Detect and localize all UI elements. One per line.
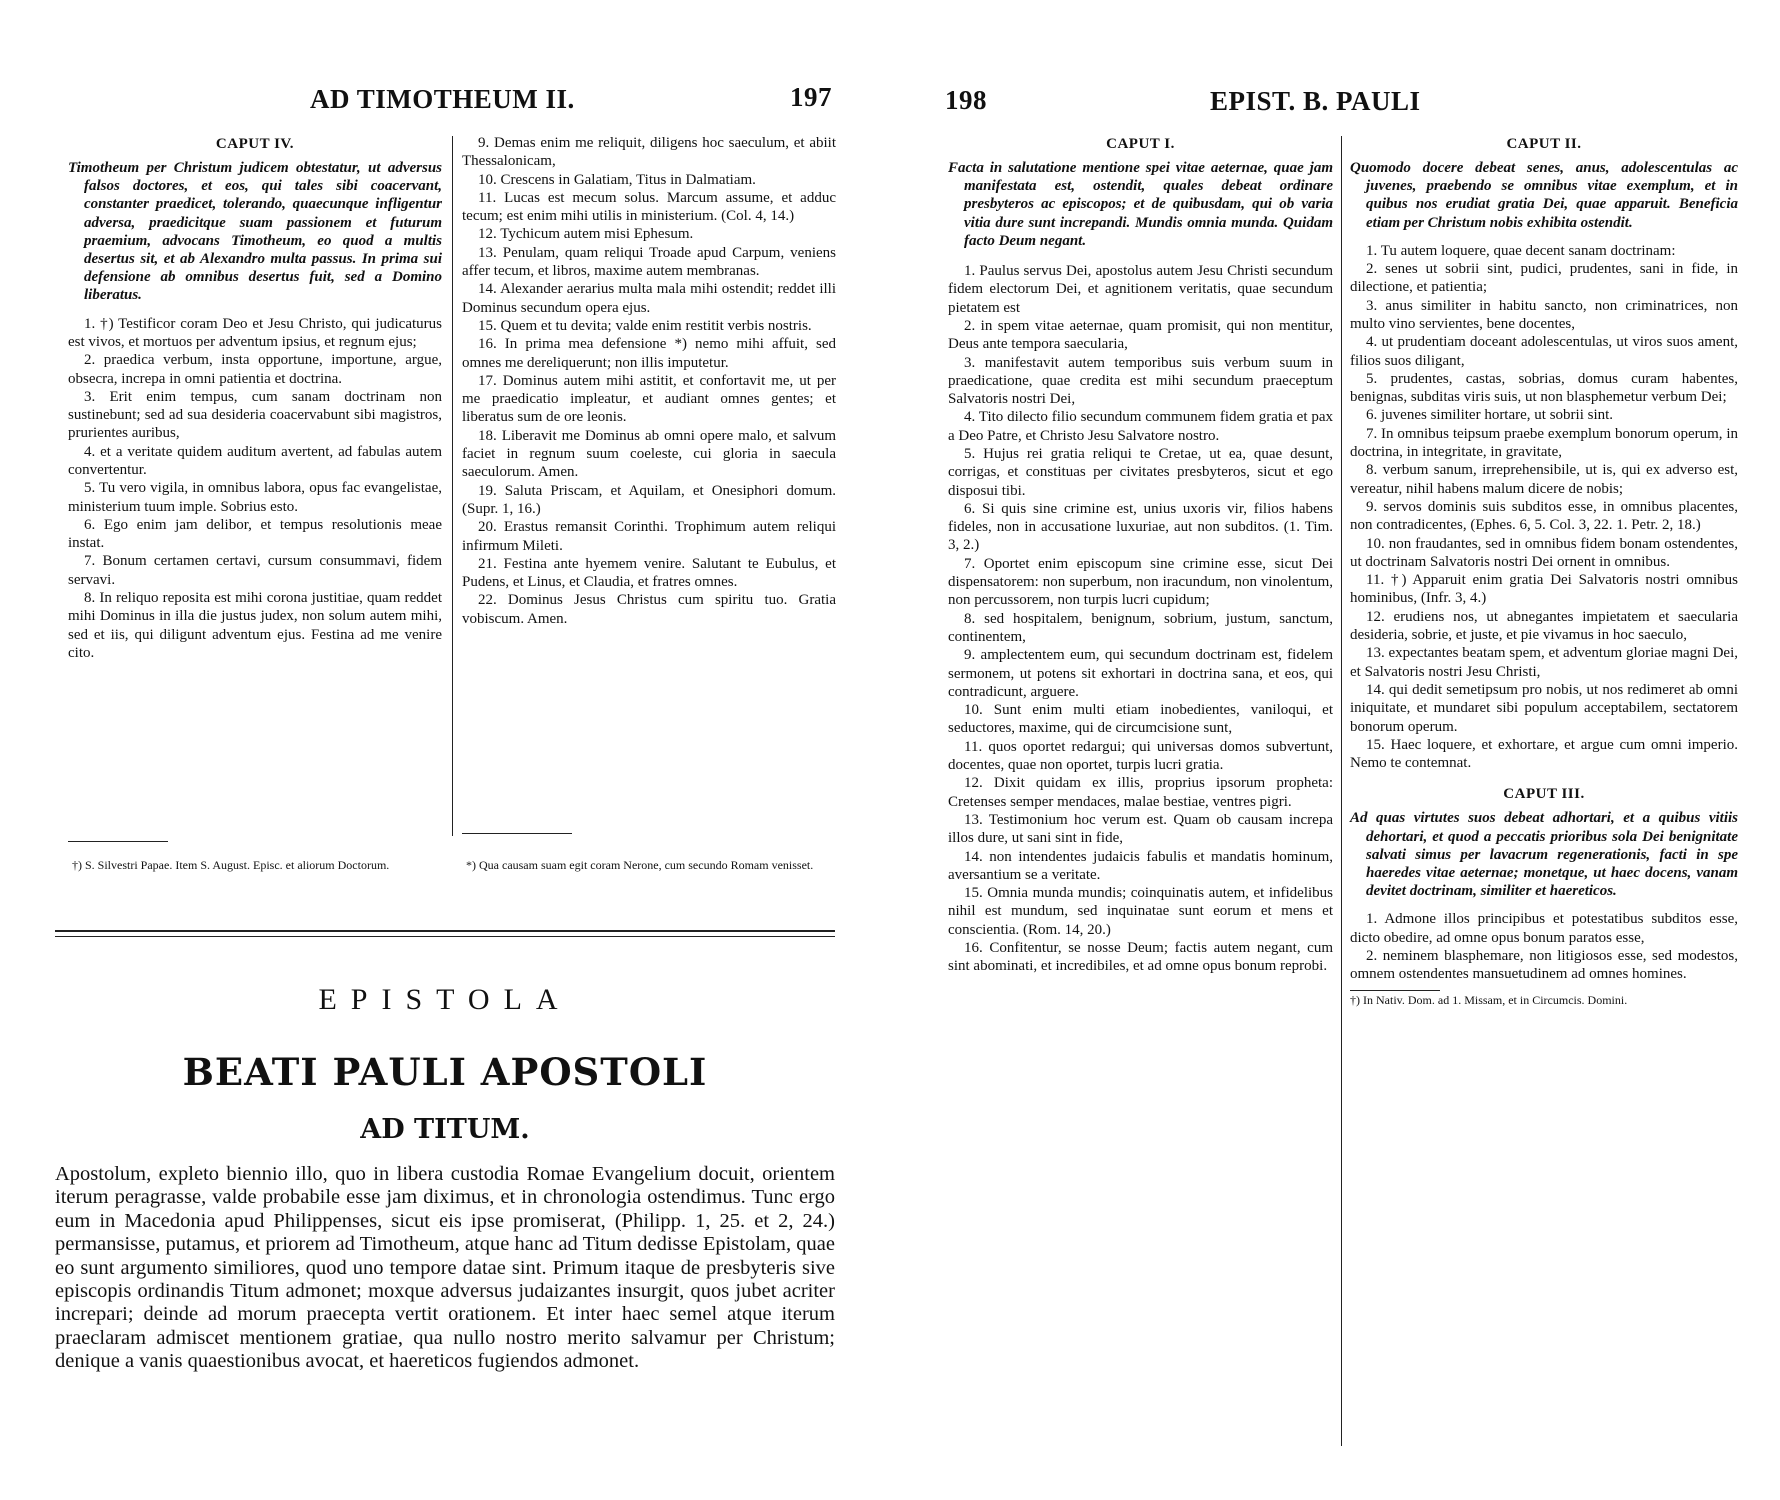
verse: 11. Lucas est mecum solus. Marcum assume, et adduc tecum; est enim mihi utilis in ministerium. (Col. 4, 14.) xyxy=(462,189,836,225)
left-footnote-2: *) Qua causam suam egit coram Nerone, cum secundo Romam venisset. xyxy=(466,858,814,872)
verse: 15. Omnia munda mundis; coinquinatis autem, et infidelibus nihil est mundum, sed inquinatae sunt eorum et mens et conscientia. (Rom. 14, 20.) xyxy=(948,885,1333,938)
verse: 14. non intendentes judaicis fabulis et mandatis hominum, aversantium se a veritate. xyxy=(948,848,1333,883)
intro-text: Apostolum, expleto biennio illo, quo in libera custodia Romae Evangelium docuit, orientem iterum peragrasse, valde probabile esse jam diximus, et in chronologia ostendimus. Tunc ergo eum in Macedonia apud Philippenses, sicut eis ipse promiserat, (Philipp. 1, 25. et 2, 24.) permansisse, putamus, et priorem ad Timotheum, atque hanc ad Titum dedisse Epistolam, quae eo sunt argumento similiores, quod uno tempore datae sint. Primum itaque de presbyteris sive episcopis ordinandis Titum admonet; moxque adversus judaizantes insurgit, quos jubet acriter increpari; deinde ad morum praecepta vertit orationem. Et inter haec semel atque iterum praeclaram admiscet mentionem gratiae, qua nullo nostro merito salvamur per Christum; denique a vanis quaestionibus avocat, et haereticos fugiendos admonet. xyxy=(55,1163,835,1373)
ad-titum-title: AD TITUM. xyxy=(360,1114,530,1145)
right-footnote-rule xyxy=(1350,990,1440,991)
verse: 2. praedica verbum, insta opportune, importune, argue, obsecra, increpa in omni patientia et doctrina. xyxy=(68,352,442,387)
verse: 8. In reliquo reposita est mihi corona justitiae, quam reddet mihi Dominus in illa die justus judex, non solum autem mihi, sed et iis, qui diligunt adventum ejus. Festina ad me venire cito. xyxy=(68,590,442,661)
verse: 21. Festina ante hyemem venire. Salutant te Eubulus, et Pudens, et Linus, et Claudia, et fratres omnes. xyxy=(462,555,836,591)
verse: 2. in spem vitae aeternae, quam promisit, qui non mentitur, Deus ante tempora saecularia, xyxy=(948,317,1333,353)
verse: 1. †) Testificor coram Deo et Jesu Christo, qui judicaturus est vivos, et mortuos per adventum ipsius, et regnum ejus; xyxy=(68,315,442,350)
right-column-1 xyxy=(948,136,1333,976)
verse: 4. ut prudentiam doceant adolescentulas, ut viros suos ament, filios suos diligant, xyxy=(1350,334,1738,369)
intro-paragraph xyxy=(55,1163,835,1374)
verse: 9. amplectentem eum, qui secundum doctrinam est, fidelem sermonem, ut potens sit exhortari in doctrina sana, et eos, qui contradicunt, arguere. xyxy=(948,647,1333,700)
caput-iii-heading: CAPUT III. xyxy=(1503,786,1585,803)
caput-ii-heading: CAPUT II. xyxy=(1506,136,1582,152)
left-footnote-rule-1 xyxy=(68,841,168,842)
verse: 8. verbum sanum, irreprehensibile, ut is, qui ex adverso est, vereatur, nihil habens malum dicere de nobis; xyxy=(1350,462,1738,497)
verse: 5. Hujus rei gratia reliqui te Cretae, ut ea, quae desunt, corrigas, et constituas per civitates presbyteros, sicut et ego disposui tibi. xyxy=(948,445,1333,499)
verse: 18. Liberavit me Dominus ab omni opere malo, et salvum faciet in regnum suum coeleste, cui gloria in saecula saeculorum. Amen. xyxy=(462,427,836,481)
title-rule-top xyxy=(55,930,835,932)
verse: 9. servos dominis suis subditos esse, in omnibus placentes, non contradicentes, (Ephes. 6, 5. Col. 3, 22. 1. Petr. 2, 18.) xyxy=(1350,498,1738,534)
verse: 7. Oportet enim episcopum sine crimine esse, sicut Dei dispensatorem: non superbum, non iracundum, non vinolentum, non percussorem, non turpis lucri cupidum; xyxy=(948,555,1333,609)
verse: 4. Tito dilecto filio secundum communem fidem gratia et pax a Deo Patre, et Christo Jesu Salvatore nostro. xyxy=(948,409,1333,444)
verse: 19. Saluta Priscam, et Aquilam, et Onesiphori domum. (Supr. 1, 16.) xyxy=(462,482,836,517)
verse: 15. Quem et tu devita; valde enim restitit verbis nostris. xyxy=(478,317,812,334)
verse: 2. senes ut sobrii sint, pudici, prudentes, sani in fide, in dilectione, et patientia; xyxy=(1350,261,1738,296)
verse: 10. Crescens in Galatiam, Titus in Dalmatiam. xyxy=(478,171,756,188)
left-footnote-1: †) S. Silvestri Papae. Item S. August. Episc. et aliorum Doctorum. xyxy=(72,858,390,872)
caput-iv-summary: Timotheum per Christum judicem obtestatur, ut adversus falsos doctores, et eos, qui tales sibi coacervant, constanter praedicet, tolerando, quaecunque infligentur adversa, praedicitque suam passionem et futurum praemium, advocans Timotheum, eo quod a multis desertus sit, et ab Alexandro multa passus. In prima sui defensione ab omnibus desertus fuit, sed a Domino liberatus. xyxy=(68,160,442,304)
verse: 13. expectantes beatam spem, et adventum gloriae magni Dei, et Salvatoris nostri Jesu Christi, xyxy=(1350,645,1738,680)
verse: 15. Haec loquere, et exhortare, et argue cum omni imperio. Nemo te contemnat. xyxy=(1350,736,1738,772)
caput-iv-heading: CAPUT IV. xyxy=(215,136,295,152)
verse: 12. Dixit quidam ex illis, proprius ipsorum propheta: Cretenses semper mendaces, malae bestiae, ventres pigri. xyxy=(948,775,1333,810)
left-running-head: AD TIMOTHEUM II. xyxy=(310,84,575,114)
right-column-rule xyxy=(1341,136,1342,1446)
verse: 3. manifestavit autem temporibus suis verbum suum in praedicatione, quae credita est mihi secundum praeceptum Salvatoris nostri Dei, xyxy=(948,354,1333,408)
caput-i-summary: Facta in salutatione mentione spei vitae aeternae, quae jam manifestata est, ostendit, quales debeat ordinare presbyteros ac episcopos; et de quibusdam, qui ob varia vitia dure sunt increpandi. Mundis omnia munda. Quidam facto Deum negant. xyxy=(948,160,1333,249)
verse: 6. Si quis sine crimine est, unius uxoris vir, filios habens fideles, non in accusatione luxuriae, aut non subditos. (1. Tim. 3, 2.) xyxy=(948,500,1333,554)
verse: 6. Ego enim jam delibor, et tempus resolutionis meae instat. xyxy=(68,516,442,552)
verse: 5. Tu vero vigila, in omnibus labora, opus fac evangelistae, ministerium tuum imple. Sobrius esto. xyxy=(68,480,442,515)
verse: 12. erudiens nos, ut abnegantes impietatem et saecularia desideria, sobrie, et juste, et pie vivamus in hoc saeculo, xyxy=(1350,608,1738,644)
verse: 11. †) Apparuit enim gratia Dei Salvatoris nostri omnibus hominibus, (Infr. 3, 4.) xyxy=(1350,572,1738,607)
verse: 14. Alexander aerarius multa mala mihi ostendit; reddet illi Dominus secundum opera ejus. xyxy=(462,281,836,316)
left-footnote-rule-2 xyxy=(462,833,572,834)
verse: 11. quos oportet redargui; qui universas domos subvertunt, docentes, quae non oportet, turpis lucri gratia. xyxy=(948,738,1333,774)
verse: 16. Confitentur, se nosse Deum; factis autem negant, cum sint abominati, et incredibiles, et ad omne opus bonum reprobi. xyxy=(948,940,1333,975)
caput-iii-summary: Ad quas virtutes suos debeat adhortari, et a quibus vitiis dehortari, et quod a peccatis prioribus sola Dei benignitate salvati simus per lavacrum regenerationis, facti in spe haeredes vitae aeternae; monetque, ut haec docens, vanam devitet doctrinam, similiter et haereticos. xyxy=(1350,810,1738,900)
verse: 1. Admone illos principibus et potestatibus subditos esse, dicto obedire, ad omne opus bonum paratos esse, xyxy=(1350,911,1738,946)
left-column-2 xyxy=(462,134,836,628)
verse: 16. In prima mea defensione *) nemo mihi affuit, sed omnes me dereliquerunt; non illis imputetur. xyxy=(462,336,836,371)
caput-iv-verses-a xyxy=(68,315,442,663)
right-page-number: 198 xyxy=(945,85,987,115)
verse: 17. Dominus autem mihi astitit, et confortavit me, ut per me praedicatio impleatur, et audiant omnes gentes; et liberatus sum de ore leonis. xyxy=(462,372,836,426)
right-running-head: EPIST. B. PAULI xyxy=(1210,86,1421,116)
verse: 3. anus similiter in habitu sancto, non criminatrices, non multo vino servientes, bene docentes, xyxy=(1350,297,1738,332)
verse: 14. qui dedit semetipsum pro nobis, ut nos redimeret ab omni iniquitate, et mundaret sibi populum acceptabilem, sectatorem bonorum operum. xyxy=(1350,681,1738,735)
verse: 13. Penulam, quam reliqui Troade apud Carpum, veniens affer tecum, et libros, maxime autem membranas. xyxy=(462,244,836,280)
verse: 10. non fraudantes, sed in omnibus fidem bonam ostendentes, ut doctrinam Salvatoris nostri Dei ornent in omnibus. xyxy=(1350,535,1738,570)
verse: 20. Erastus remansit Corinthi. Trophimum autem reliqui infirmum Mileti. xyxy=(462,519,836,554)
title-rule-bottom xyxy=(55,936,835,937)
verse: 1. Tu autem loquere, quae decent sanam doctrinam: xyxy=(1366,242,1676,259)
verse: 7. Bonum certamen certavi, cursum consummavi, fidem servavi. xyxy=(68,553,442,588)
left-column-rule xyxy=(452,136,453,836)
verse: 2. neminem blasphemare, non litigiosos esse, sed modestos, omnem ostendentes mansuetudinem ad omnes homines. xyxy=(1350,948,1738,983)
verse: 6. juvenes similiter hortare, ut sobrii sint. xyxy=(1366,407,1614,424)
left-page-number: 197 xyxy=(790,82,832,112)
right-column-2 xyxy=(1350,136,1738,1007)
verse: 22. Dominus Jesus Christus cum spiritu tuo. Gratia vobiscum. Amen. xyxy=(462,592,836,627)
verse: 13. Testimonium hoc verum est. Quam ob causam increpa illos dure, ut sani sint in fide, xyxy=(948,811,1333,847)
verse: 4. et a veritate quidem auditum avertent, ad fabulas autem convertentur. xyxy=(68,443,442,478)
caput-i-verses xyxy=(948,262,1333,976)
verse: 3. Erit enim tempus, cum sanam doctrinam non sustinebunt; sed ad sua desideria coacervabunt sibi magistros, prurientes auribus, xyxy=(68,388,442,442)
verse: 8. sed hospitalem, benignum, sobrium, justum, sanctum, continentem, xyxy=(948,610,1333,645)
verse: 7. In omnibus teipsum praebe exemplum bonorum operum, in doctrina, in integritate, in gravitate, xyxy=(1350,425,1738,461)
caput-ii-summary: Quomodo docere debeat senes, anus, adolescentulas ac juvenes, praebendo se omnibus vitae exemplum, et in quibus nos erudiat gratia Dei, quae apparuit. Beneficia etiam per Christum nobis exhibita ostendit. xyxy=(1350,160,1738,231)
verse: 5. prudentes, castas, sobrias, domus curam habentes, benignas, subditas viris suis, ut non blasphemetur verbum Dei; xyxy=(1350,370,1738,406)
verse: 12. Tychicum autem misi Ephesum. xyxy=(478,226,694,243)
epistola-title: EPISTOLA xyxy=(318,983,572,1016)
verse: 1. Paulus servus Dei, apostolus autem Jesu Christi secundum fidem electorum Dei, et agnitionem veritatis, quae secundum pietatem est xyxy=(948,263,1333,316)
verse: 9. Demas enim me reliquit, diligens hoc saeculum, et abiit Thessalonicam, xyxy=(462,135,836,170)
caput-ii-verses xyxy=(1350,242,1738,773)
caput-iii-verses xyxy=(1350,910,1738,983)
beati-pauli-title: BEATI PAULI APOSTOLI xyxy=(182,1050,708,1094)
left-column-1 xyxy=(68,136,442,662)
verse: 10. Sunt enim multi etiam inobedientes, vaniloqui, et seductores, maxime, qui de circumcisione sunt, xyxy=(948,702,1333,737)
right-footnote: †) In Nativ. Dom. ad 1. Missam, et in Circumcis. Domini. xyxy=(1350,992,1628,1007)
caput-i-heading: CAPUT I. xyxy=(1106,136,1175,152)
